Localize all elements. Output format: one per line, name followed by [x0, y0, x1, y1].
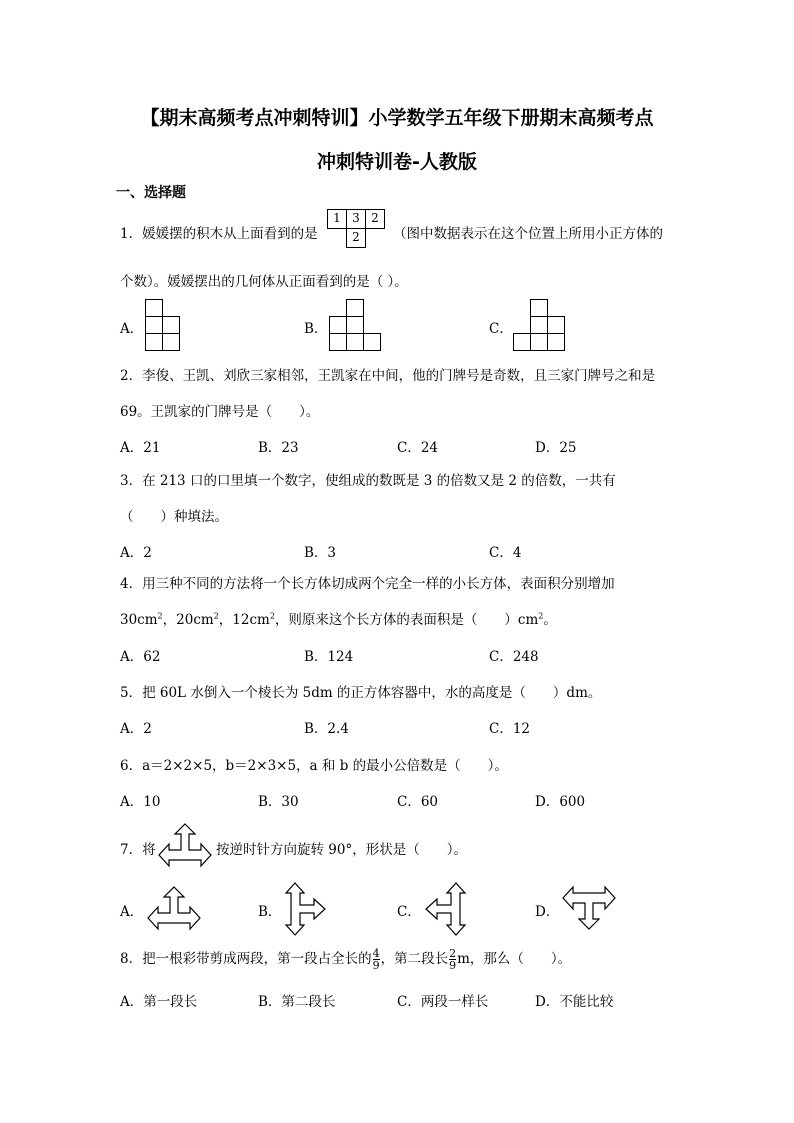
page-title-line2: 冲刺特训卷-人教版 — [317, 151, 477, 173]
q7-option-d-label: D． — [535, 904, 560, 920]
q1-text-post: （图中数据表示在这个位置上所用小正方体的 — [393, 226, 663, 242]
q8-text-line1: 8．把一根彩带剪成两段，第一段占全长的 $\frac{4}{9}$ ，第二段长 $\frac{2}{9}$ m，那么（ ）。 — [120, 947, 572, 972]
q2-option-d: D．25 — [535, 440, 577, 456]
q5-option-b: B．2.4 — [304, 721, 349, 737]
q7-option-a-label: A． — [120, 904, 144, 920]
grid-value: 2 — [352, 230, 360, 244]
q7-option-c-arrow-shape — [423, 881, 467, 937]
q8-option-d: D．不能比较 — [535, 994, 614, 1010]
grid-value: 1 — [333, 211, 341, 225]
q1-option-a-figure — [145, 299, 181, 351]
q3-option-b: B．3 — [304, 545, 337, 561]
grid-value: 3 — [352, 211, 360, 225]
q7-option-d-arrow-shape — [561, 885, 617, 931]
q3-text-line1: 3．在 213 口的口里填一个数字，使组成的数既是 3 的倍数又是 2 的倍数，一共有 — [120, 473, 616, 489]
q3-option-a: A．2 — [120, 545, 152, 561]
q4-text-line1: 4．用三种不同的方法将一个长方体切成两个完全一样的小长方体，表面积分别增加 — [120, 576, 615, 592]
q4-text-line2: $30cm^2$，$20cm^2$，$12cm^2$，则原来这个长方体的表面积是（ ）$cm^2$。 — [120, 611, 557, 628]
q7-option-a-arrow-shape — [146, 885, 202, 931]
q1-option-c-label: C． — [489, 321, 513, 337]
q5-option-c: C．12 — [489, 721, 531, 737]
q8-option-c: C．两段一样长 — [397, 994, 489, 1010]
fraction-two-ninths: $\frac{2}{9}$ — [449, 947, 457, 972]
fraction-four-ninths: $\frac{4}{9}$ — [372, 947, 380, 972]
q3-option-c: C．4 — [489, 545, 522, 561]
q2-option-a: A．21 — [120, 440, 161, 456]
q2-text-line2: 69。王凯家的门牌号是（ ）。 — [120, 404, 320, 420]
q1-top-view-grid — [327, 209, 387, 249]
q4-option-a: A．62 — [120, 649, 161, 665]
q6-option-d: D．600 — [535, 794, 586, 810]
q1-text-pre: 1．媛媛摆的积木从上面看到的是 — [120, 226, 318, 242]
q6-option-b: B．30 — [258, 794, 299, 810]
q3-text-line2: （ ）种填法。 — [120, 509, 228, 525]
q7-option-c-label: C． — [397, 904, 421, 920]
section-heading: 一、选择题 — [116, 185, 186, 201]
q2-text-line1: 2．李俊、王凯、刘欣三家相邻，王凯家在中间，他的门牌号是奇数，且三家门牌号之和是 — [120, 368, 656, 384]
page-title-line1: 【期末高频考点冲刺特训】小学数学五年级下册期末高频考点 — [140, 107, 654, 129]
q1-option-b-label: B． — [304, 321, 328, 337]
q8-option-b: B．第二段长 — [258, 994, 336, 1010]
q7-text-pre: 7．将 — [120, 842, 156, 858]
q5-text-line1: 5．把 60L 水倒入一个棱长为 5dm 的正方体容器中，水的高度是（ ）dm。 — [120, 685, 602, 701]
q4-option-b: B．124 — [304, 649, 354, 665]
q7-original-arrow-shape — [157, 822, 213, 868]
q6-option-a: A．10 — [120, 794, 161, 810]
q6-option-c: C．60 — [397, 794, 439, 810]
q2-option-b: B．23 — [258, 440, 299, 456]
q1-option-b-figure — [329, 299, 381, 351]
q6-text-line1: 6．a＝2×2×5，b＝2×3×5，a 和 b 的最小公倍数是（ ）。 — [120, 758, 508, 774]
q7-option-b-label: B． — [258, 904, 282, 920]
q4-option-c: C．248 — [489, 649, 539, 665]
q5-option-a: A．2 — [120, 721, 152, 737]
q1-option-a-label: A． — [120, 321, 144, 337]
grid-value: 2 — [371, 211, 379, 225]
q7-option-b-arrow-shape — [284, 881, 328, 937]
q8-option-a: A．第一段长 — [120, 994, 198, 1010]
q2-option-c: C．24 — [397, 440, 439, 456]
q1-option-c-figure — [513, 299, 565, 351]
q7-text-post: 按逆时针方向旋转 90°，形状是（ ）。 — [216, 842, 467, 858]
q1-text-line2: 个数）。媛媛摆出的几何体从正面看到的是（ ）。 — [120, 274, 408, 290]
